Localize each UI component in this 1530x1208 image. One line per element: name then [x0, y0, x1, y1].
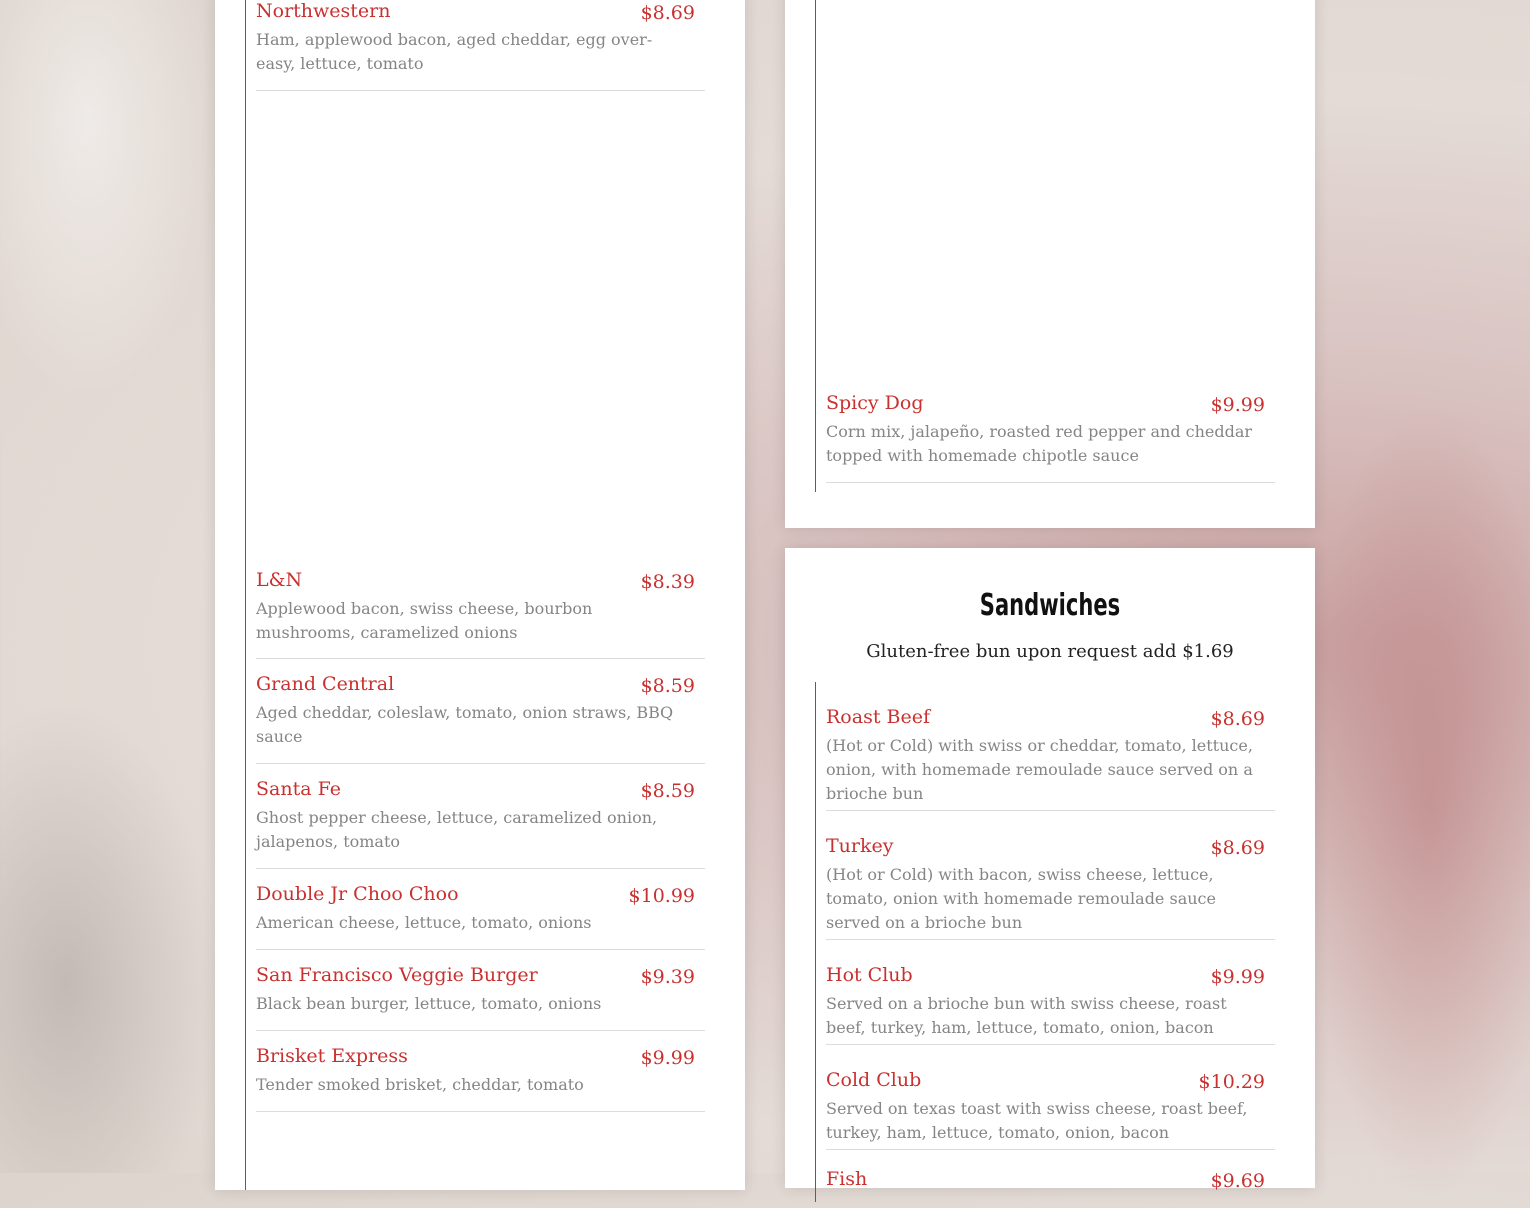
item-name: Fish: [826, 1168, 868, 1190]
item-name: Roast Beef: [826, 706, 930, 728]
item-name: Hot Club: [826, 964, 913, 986]
item-description: Black bean burger, lettuce, tomato, onions: [256, 994, 602, 1013]
item-description: Served on a brioche bun with swiss cheese, roast beef, turkey, ham, lettuce, tomato, onion, bacon: [826, 994, 1227, 1037]
background-blur: [0, 700, 220, 1173]
menu-item: [256, 569, 705, 659]
item-description: (Hot or Cold) with swiss or cheddar, tomato, lettuce, onion, with homemade remoulade sauce served on a brioche bun: [826, 736, 1253, 803]
item-name: Northwestern: [256, 0, 391, 22]
item-price: $8.39: [640, 571, 695, 593]
item-description: Ham, applewood bacon, aged cheddar, egg over-easy, lettuce, tomato: [256, 30, 653, 73]
item-price: $9.99: [640, 1047, 695, 1069]
menu-rail: [815, 682, 816, 1202]
item-description: Corn mix, jalapeño, roasted red pepper and cheddar topped with homemade chipotle sauce: [826, 422, 1253, 465]
item-name: Santa Fe: [256, 778, 341, 800]
item-description: (Hot or Cold) with bacon, swiss cheese, lettuce, tomato, onion with homemade remoulade sauce served on a brioche bun: [826, 865, 1216, 932]
menu-item: [256, 1045, 705, 1112]
item-price: $10.29: [1198, 1071, 1265, 1093]
item-description: Tender smoked brisket, cheddar, tomato: [256, 1075, 584, 1094]
item-price: $9.99: [1210, 966, 1265, 988]
item-price: $8.59: [640, 675, 695, 697]
menu-rail: [245, 0, 246, 1190]
menu-card-sandwiches: [785, 548, 1315, 1192]
menu-item: [256, 0, 705, 91]
background-blur: [0, 0, 220, 400]
item-price: $8.69: [640, 2, 695, 24]
item-name: San Francisco Veggie Burger: [256, 964, 538, 986]
item-description: Applewood bacon, swiss cheese, bourbon mushrooms, caramelized onions: [256, 599, 593, 642]
item-name: Double Jr Choo Choo: [256, 883, 459, 905]
item-description: Aged cheddar, coleslaw, tomato, onion straws, BBQ sauce: [256, 703, 674, 746]
menu-rail: [815, 0, 816, 492]
menu-card-hot-dogs: [785, 0, 1315, 528]
section-title: Sandwiches: [979, 588, 1121, 623]
item-price: $9.69: [1210, 1170, 1265, 1192]
background-blur: [1300, 400, 1530, 1200]
item-name: Brisket Express: [256, 1045, 408, 1067]
menu-item: [826, 835, 1275, 940]
menu-item: [256, 964, 705, 1031]
section-note: Gluten-free bun upon request add $1.69: [866, 641, 1234, 662]
menu-item: [826, 392, 1275, 483]
item-price: $9.39: [640, 966, 695, 988]
item-name: L&N: [256, 569, 303, 591]
item-price: $8.69: [1210, 837, 1265, 859]
item-name: Cold Club: [826, 1069, 922, 1091]
item-description: American cheese, lettuce, tomato, onions: [256, 913, 592, 932]
item-name: Turkey: [826, 835, 894, 857]
item-price: $10.99: [628, 885, 695, 907]
item-price: $8.59: [640, 780, 695, 802]
item-name: Grand Central: [256, 673, 395, 695]
item-description: Served on texas toast with swiss cheese, roast beef, turkey, ham, lettuce, tomato, onion, bacon: [826, 1099, 1248, 1142]
item-price: $8.69: [1210, 708, 1265, 730]
menu-item: [826, 706, 1275, 811]
menu-item: [826, 1168, 1275, 1208]
menu-item: [256, 673, 705, 764]
menu-card-burgers: [215, 0, 745, 1190]
menu-item: [826, 964, 1275, 1045]
item-name: Spicy Dog: [826, 392, 924, 414]
menu-item: [256, 778, 705, 869]
item-description: Ghost pepper cheese, lettuce, caramelized onion, jalapenos, tomato: [256, 808, 658, 851]
menu-item: [826, 1069, 1275, 1150]
menu-item: [256, 883, 705, 950]
item-price: $9.99: [1210, 394, 1265, 416]
